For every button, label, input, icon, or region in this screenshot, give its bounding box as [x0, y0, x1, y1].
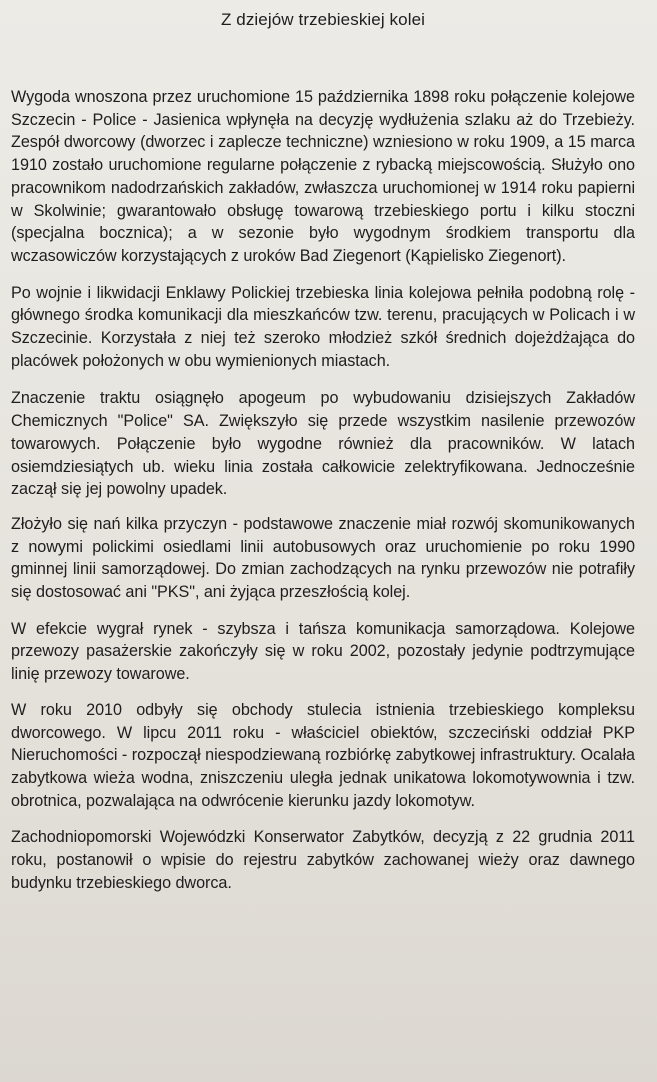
- paragraph-decline-causes: Złożyło się nań kilka przyczyn - podstawowe znaczenie miał rozwój skomunikowanych z nowymi polickimi osiedlami linii autobusowych oraz uruchomienie po roku 1990 gminnej linii samorządowej. Do zmian zachodzących na rynku przewozów nie potrafiły się dostosować ani "PKS", ani żyjąca przeszłością kolej.: [11, 514, 635, 602]
- paragraph-apogee: Znaczenie traktu osiągnęło apogeum po wybudowaniu dzisiejszych Zakładów Chemicznych "Police" SA. Zwiększyło się przede wszystkim nasilenie przewozów towarowych. Połączenie było wygodne również dla pracowników. W latach osiemdziesiątych ub. wieku linia została całkowicie zelektryfikowana. Jednocześnie zaczął się jej powolny upadek.: [11, 389, 635, 499]
- document-title: Z dziejów trzebieskiej kolei: [220, 10, 426, 29]
- paragraph-railway-origins: Wygoda wnoszona przez uruchomione 15 października 1898 roku połączenie kolejowe Szczecin - Police - Jasienica wpłynęła na decyzję wydłużenia szlaku aż do Trzebieży. Zespół dworcowy (dworzec i zaplecze techniczne) wzniesiono w roku 1909, a 15 marca 1910 zostało uruchomione regularne połączenie z rybacką miejscowością. Służyło ono pracownikom nadodrzańskich zakładów, zwłaszcza uruchomionej w 1914 roku papierni w Skolwinie; gwarantowało obsługę towarową trzebieskiego portu i kilku stoczni (specjalna bocznica); a w sezonie było wygodnym środkiem transportu dla wczasowiczów korzystających z uroków Bad Ziegenort (Kąpielisko Ziegenort).: [11, 88, 635, 265]
- paragraph-heritage-registry: Zachodniopomorski Wojewódzki Konserwator Zabytków, decyzją z 22 grudnia 2011 roku, postanowił o wpisie do rejestru zabytków zachowanej wieży oraz dawnego budynku trzebieskiego dworca.: [11, 828, 635, 892]
- paragraph-postwar: Po wojnie i likwidacji Enklawy Polickiej trzebieska linia kolejowa pełniła podobną rolę -głównego środka komunikacji dla mieszkańców tzw. terenu, pracujących w Policach i w Szczecinie. Korzystała z niej też szeroko młodzież szkół średnich dojeżdżająca do placówek położonych w obu wymienionych miastach.: [11, 283, 635, 370]
- paragraph-demolition: W roku 2010 odbyły się obchody stulecia istnienia trzebieskiego kompleksu dworcowego. W lipcu 2011 roku - właściciel obiektów, szczeciński oddział PKP Nieruchomości - rozpoczął niespodziewaną rozbiórkę zabytkowej infrastruktury. Ocalała zabytkowa wieża wodna, zniszczeniu uległa jednak unikatowa lokomotywownia i tzw. obrotnica, pozwalająca na odwrócenie kierunku jazdy lokomotyw.: [11, 700, 635, 810]
- paragraph-passenger-end: W efekcie wygrał rynek - szybsza i tańsza komunikacja samorządowa. Kolejowe przewozy pasażerskie zakończyły się w roku 2002, pozostały jedynie podtrzymujące linię przewozy towarowe.: [11, 619, 635, 684]
